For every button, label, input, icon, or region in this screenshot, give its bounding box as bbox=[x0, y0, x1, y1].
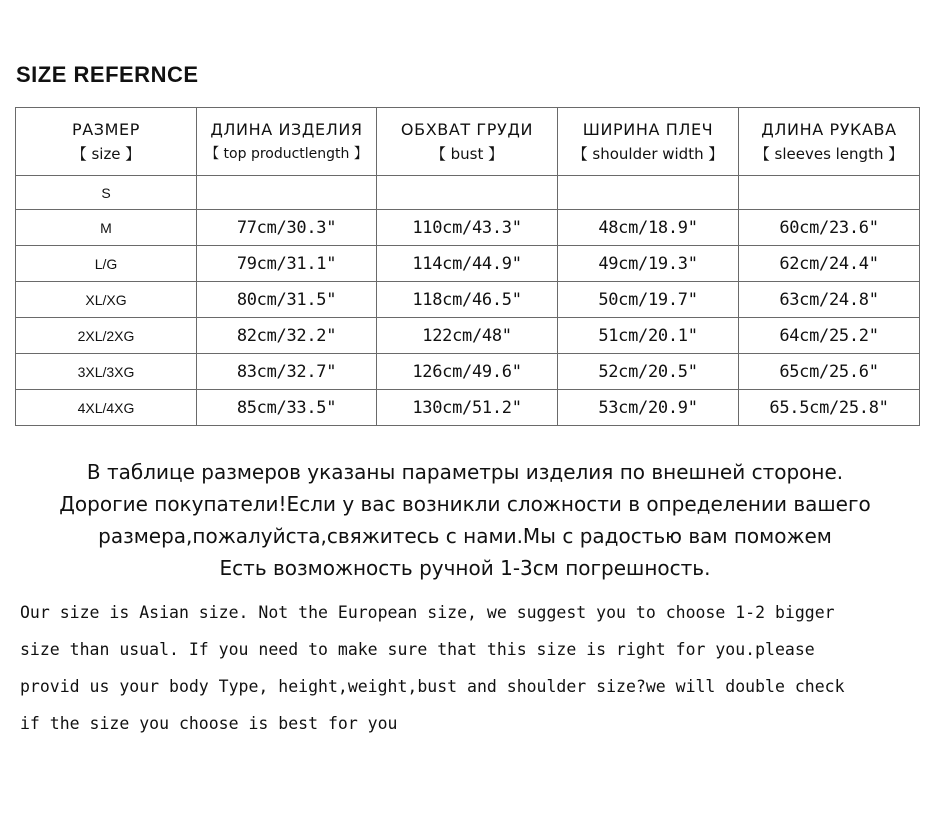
size-cell: XL/XG bbox=[16, 282, 197, 318]
note-line: Есть возможность ручной 1-3см погрешность. bbox=[219, 556, 711, 580]
bust-cell: 118cm/46.5" bbox=[377, 282, 558, 318]
header-length-en: 【 top productlength 】 bbox=[205, 146, 368, 162]
bust-cell: 122cm/48" bbox=[377, 318, 558, 354]
sleeve-cell: 64cm/25.2" bbox=[739, 318, 920, 354]
note-line: provid us your body Type, height,weight,bust and shoulder size?we will double check bbox=[20, 677, 845, 696]
size-cell: L/G bbox=[16, 246, 197, 282]
bust-cell: 110cm/43.3" bbox=[377, 210, 558, 246]
note-line: Our size is Asian size. Not the European size, we suggest you to choose 1-2 bigger bbox=[20, 603, 835, 622]
page-title: SIZE REFERNCE bbox=[16, 62, 199, 87]
bust-cell: 126cm/49.6" bbox=[377, 354, 558, 390]
header-shoulder-ru: ШИРИНА ПЛЕЧ bbox=[582, 119, 714, 139]
table-row bbox=[16, 390, 920, 426]
note-line: размера,пожалуйста,свяжитесь с нами.Мы с радостью вам поможем bbox=[98, 524, 832, 548]
bust-cell bbox=[377, 176, 558, 210]
length-cell: 79cm/31.1" bbox=[197, 246, 377, 282]
length-cell: 80cm/31.5" bbox=[197, 282, 377, 318]
size-cell: 3XL/3XG bbox=[16, 354, 197, 390]
note-line: В таблице размеров указаны параметры изделия по внешней стороне. bbox=[86, 460, 844, 484]
header-sleeve-ru: ДЛИНА РУКАВА bbox=[761, 119, 897, 139]
table-row bbox=[16, 282, 920, 318]
length-cell: 82cm/32.2" bbox=[197, 318, 377, 354]
english-notes bbox=[20, 594, 920, 742]
note-line: size than usual. If you need to make sure that this size is right for you.please bbox=[20, 640, 815, 659]
size-cell: 2XL/2XG bbox=[16, 318, 197, 354]
shoulder-cell: 53cm/20.9" bbox=[558, 390, 739, 426]
header-bust bbox=[377, 108, 558, 176]
sleeve-cell: 65.5cm/25.8" bbox=[739, 390, 920, 426]
header-bust-ru: ОБХВАТ ГРУДИ bbox=[400, 119, 534, 139]
header-size-en: 【 size 】 bbox=[71, 144, 141, 163]
note-line: if the size you choose is best for you bbox=[20, 714, 398, 733]
header-shoulder bbox=[558, 108, 739, 176]
size-cell: M bbox=[16, 210, 197, 246]
sleeve-cell: 65cm/25.6" bbox=[739, 354, 920, 390]
size-cell: 4XL/4XG bbox=[16, 390, 197, 426]
size-table bbox=[15, 107, 920, 426]
bust-cell: 130cm/51.2" bbox=[377, 390, 558, 426]
shoulder-cell: 52cm/20.5" bbox=[558, 354, 739, 390]
header-shoulder-en: 【 shoulder width 】 bbox=[572, 144, 724, 163]
sleeve-cell: 60cm/23.6" bbox=[739, 210, 920, 246]
shoulder-cell: 50cm/19.7" bbox=[558, 282, 739, 318]
size-cell: S bbox=[16, 176, 197, 210]
length-cell: 83cm/32.7" bbox=[197, 354, 377, 390]
sleeve-cell: 62cm/24.4" bbox=[739, 246, 920, 282]
header-size bbox=[16, 108, 197, 176]
table-header-row bbox=[16, 108, 920, 176]
table-row bbox=[16, 246, 920, 282]
table-row bbox=[16, 354, 920, 390]
length-cell bbox=[197, 176, 377, 210]
shoulder-cell: 48cm/18.9" bbox=[558, 210, 739, 246]
sleeve-cell: 63cm/24.8" bbox=[739, 282, 920, 318]
bust-cell: 114cm/44.9" bbox=[377, 246, 558, 282]
russian-notes bbox=[0, 456, 930, 584]
table-row bbox=[16, 176, 920, 210]
length-cell: 85cm/33.5" bbox=[197, 390, 377, 426]
header-size-ru: РАЗМЕР bbox=[71, 119, 140, 139]
shoulder-cell: 51cm/20.1" bbox=[558, 318, 739, 354]
note-line: Дорогие покупатели!Если у вас возникли сложности в определении вашего bbox=[59, 492, 871, 516]
table-row bbox=[16, 210, 920, 246]
header-sleeve-en: 【 sleeves length 】 bbox=[754, 144, 904, 163]
table-row bbox=[16, 318, 920, 354]
header-sleeve bbox=[739, 108, 920, 176]
header-length bbox=[197, 108, 377, 176]
shoulder-cell: 49cm/19.3" bbox=[558, 246, 739, 282]
sleeve-cell bbox=[739, 176, 920, 210]
length-cell: 77cm/30.3" bbox=[197, 210, 377, 246]
shoulder-cell bbox=[558, 176, 739, 210]
header-length-ru: ДЛИНА ИЗДЕЛИЯ bbox=[210, 120, 363, 139]
header-bust-en: 【 bust 】 bbox=[430, 144, 504, 163]
